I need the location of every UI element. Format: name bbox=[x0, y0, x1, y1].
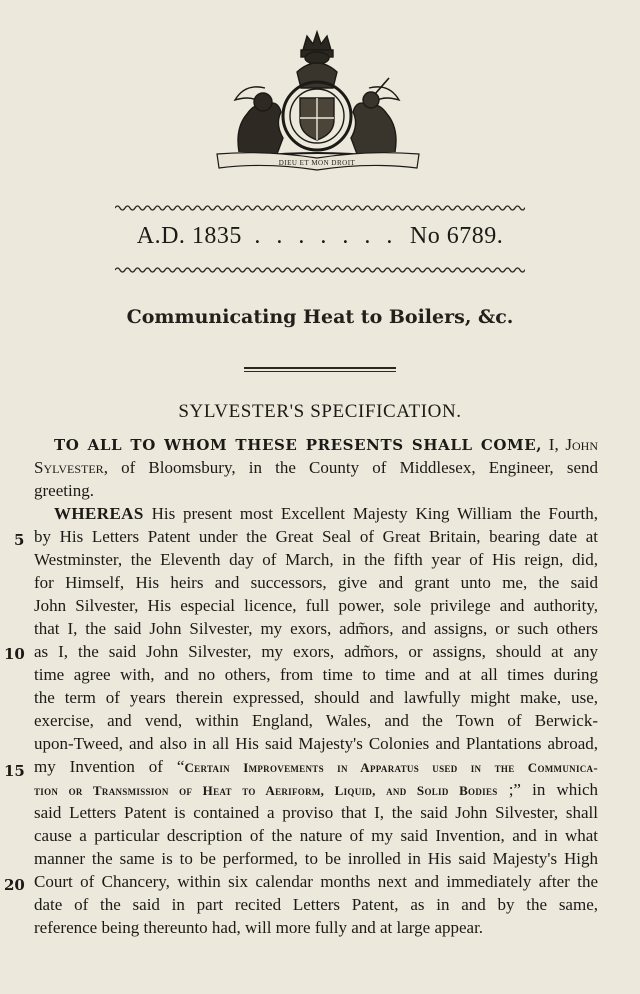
specification-heading: SYLVESTER'S SPECIFICATION. bbox=[178, 401, 462, 422]
text-line: as I, the said John Silvester, my exors, adm̃ors, or assigns, should at any bbox=[34, 642, 598, 661]
title-rule bbox=[244, 371, 396, 372]
patent-year: A.D. 1835 bbox=[136, 223, 242, 249]
patent-title: Communicating Heat to Boilers, &c. bbox=[126, 306, 514, 328]
text-line: Westminster, the Eleventh day of March, in the fifth year of His reign, did, bbox=[34, 550, 598, 569]
text-line: John Silvester, His especial licence, full power, sole privilege and authority, bbox=[34, 596, 598, 615]
text-line: reference being thereunto had, will more fully and at large appear. bbox=[34, 918, 484, 937]
text-line: said Letters Patent is contained a proviso that I, the said John Silvester, shall bbox=[34, 803, 598, 822]
title-rule bbox=[244, 367, 396, 369]
text-line: that I, the said John Silvester, my exors, adm̃ors, and assigns, or such others bbox=[34, 619, 598, 638]
text-line: TO ALL TO WHOM THESE PRESENTS SHALL COME, I, John bbox=[54, 435, 599, 454]
line-number: 15 bbox=[4, 762, 25, 780]
decorative-wavy-rule bbox=[115, 203, 525, 213]
line-number: 5 bbox=[14, 531, 25, 549]
patent-header bbox=[0, 223, 640, 250]
crest-motto: DIEU ET MON DROIT bbox=[278, 159, 356, 167]
text-line: by His Letters Patent under the Great Seal of Great Britain, bearing date at bbox=[34, 527, 598, 546]
decorative-wavy-rule bbox=[115, 265, 525, 275]
patent-number: No 6789. bbox=[409, 223, 504, 249]
text-line: tion or Transmission of Heat to Aeriform, Liquid, and Solid Bodies ;” in which bbox=[34, 780, 598, 799]
line-number: 10 bbox=[4, 645, 25, 663]
text-line: manner the same is to be performed, to be inrolled in His said Majesty's High bbox=[34, 849, 598, 868]
text-line: greeting. bbox=[34, 481, 94, 500]
text-line: for Himself, His heirs and successors, give and grant unto me, the said bbox=[34, 573, 598, 592]
text-line: Court of Chancery, within six calendar months next and immediately after the bbox=[34, 872, 598, 891]
text-line: Sylvester, of Bloomsbury, in the County of Middlesex, Engineer, send bbox=[34, 458, 598, 477]
text-line: time agree with, and no others, from time to time and at all times during bbox=[34, 665, 598, 684]
text-line: date of the said in part recited Letters Patent, as in and by the same, bbox=[34, 895, 598, 914]
text-line: upon-Tweed, and also in all His said Majesty's Colonies and Plantations abroad, bbox=[34, 734, 598, 753]
text-line: cause a particular description of the nature of my said Invention, and in what bbox=[34, 826, 598, 845]
specification-body bbox=[34, 433, 598, 939]
line-number: 20 bbox=[4, 876, 25, 894]
text-line: exercise, and vend, within England, Wales, and the Town of Berwick- bbox=[34, 711, 598, 730]
text-line: the term of years therein expressed, should and lawfully might make, use, bbox=[34, 688, 598, 707]
text-line: my Invention of “Certain Improvements in Apparatus used in the Communica- bbox=[34, 757, 598, 776]
text-line: WHEREAS His present most Excellent Majesty King William the Fourth, bbox=[54, 504, 599, 523]
header-dots: . . . . . . . bbox=[254, 223, 398, 249]
royal-coat-of-arms-icon bbox=[205, 28, 430, 173]
